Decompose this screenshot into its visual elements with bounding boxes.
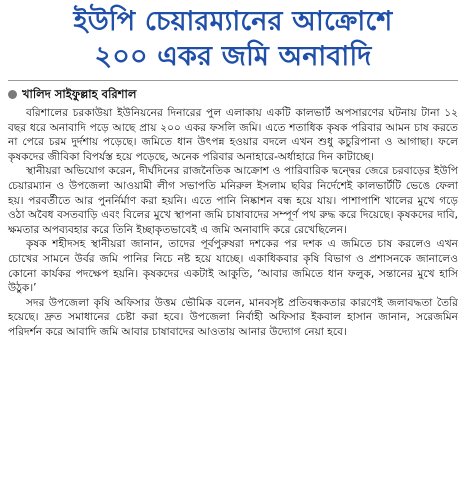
byline-text: খালিদ সাইফুল্লাহ বরিশাল <box>22 87 137 101</box>
paragraph-2: স্থানীয়রা অভিযোগ করেন, দীর্ঘদিনের রাজনৈতিক আক্রোশ ও পারিবারিক দ্বন্দ্বের জেরে চরবাড়ের ইউপি চেয়ারম্যান ও উপজেলা আওয়ামী লীগ সভাপতি মনিরুল ইসলাম ছবির নির্দেশেই কালভার্টটি ভেঙে ফেলা হয়। পরবর্তীতে আর পুনর্নির্মাণ করা হয়নি। এতে পানি নিষ্কাশন বন্ধ হয়ে যায়। পাশাপাশি খালের মুখে গড়ে ওঠা অবৈধ বসতবাড়ি এবং বিলের মুখে স্থাপনা জমি চাষাবাদের সম্পূর্ণ পথ রুদ্ধ করে দিয়েছে। কৃষকদের দাবি, ক্ষমতার অপব্যবহার করে তিনি ইচ্ছাকৃতভাবেই এ জমি অনাবাদি করে রেখেছিলেন। <box>8 165 458 236</box>
headline-line-1: ইউপি চেয়ারম্যানের আক্রোশে <box>73 6 393 37</box>
bullet-icon <box>8 90 17 99</box>
byline <box>8 86 458 102</box>
paragraph-4: সদর উপজেলা কৃষি অফিসার উত্তম ভৌমিক বলেন, মানবসৃষ্ট প্রতিবন্ধকতার কারণেই জলাবদ্ধতা তৈরি হয়েছে। দ্রুত সমাধানের চেষ্টা করা হবে। উপজেলা নির্বাহী অফিসার ইকবাল হাসান জানান, সরেজমিন পরিদর্শন করে আবাদি জমি আবার চাষাবাদের আওতায় আনার উদ্যোগ নেয়া হবে। <box>8 296 458 338</box>
paragraph-1: বরিশালের চরকাউয়া ইউনিয়নের দিনারের পুল এলাকায় একটি কালভার্ট অপসারণের ঘটনায় টানা ১২ বছর ধরে অনাবাদি পড়ে আছে প্রায় ২০০ একর ফসলি জমি। এতে শতাধিক কৃষক পরিবার আমন চাষ করতে না পেরে চরম দুর্দশায় পড়েছে। জমিতে ধান উৎপন্ন হওয়ার বদলে এখন শুধু কচুরিপানা ও আগাছা। ফলে কৃষকদের জীবিকা বিপর্যস্ত হয়ে পড়েছে, অনেক পরিবার অনাহারে-অর্ধাহারে দিন কাটাচ্ছে। <box>8 107 458 163</box>
headline-line-2: ২০০ একর জমি অনাবাদি <box>94 41 372 72</box>
article-body <box>8 106 458 340</box>
paragraph-3: কৃষক শহীদসহ স্থানীয়রা জানান, তাদের পূর্বপুরুষরা দশকের পর দশক এ জমিতে চাষ করলেও এখন চোখের সামনে উর্বর জমি পানির নিচে নষ্ট হয়ে যাচ্ছে। একাধিকবার কৃষি বিভাগ ও প্রশাসনকে জানালেও কোনো কার্যকর পদক্ষেপ হয়নি। কৃষকদের একটাই আকুতি, ‘আবার জমিতে ধান ফলুক, সন্তানের মুখে হাসি উঠুক।’ <box>8 238 458 295</box>
headline-divider <box>8 80 458 81</box>
headline <box>8 4 458 74</box>
